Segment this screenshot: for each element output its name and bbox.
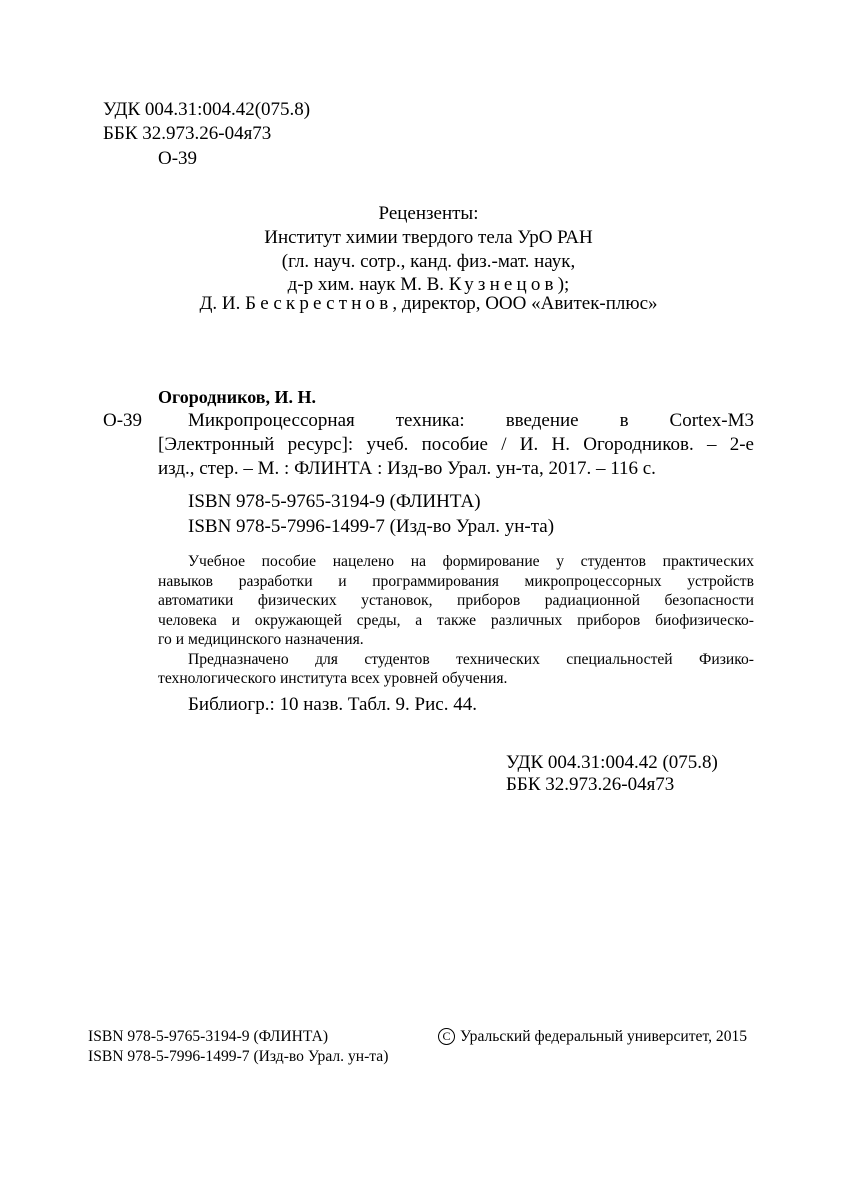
reviewer-line-4-suffix: , директор, ООО «Авитек-плюс»	[392, 293, 658, 314]
citation-mark: О-39	[103, 410, 143, 431]
abstract-line-5: го и медицинского назначения.	[158, 631, 364, 648]
citation-line-2: [Электронный ресурс]: учеб. пособие / И. Н. Огородников. – 2-е	[158, 434, 754, 455]
copyright-line	[438, 1027, 747, 1047]
isbn-flinta: ISBN 978-5-9765-3194-9 (ФЛИНТА)	[188, 491, 481, 512]
footer-isbn-flinta: ISBN 978-5-9765-3194-9 (ФЛИНТА)	[88, 1028, 329, 1045]
udk-bottom: УДК 004.31:004.42 (075.8)	[506, 752, 718, 773]
bbk-header: ББК 32.973.26-04я73	[103, 123, 272, 144]
abstract-line-2: навыков разработки и программирования микропроцессорных устройств	[158, 572, 754, 590]
citation-line-1: Микропроцессорная техника: введение в Cortex-M3	[188, 410, 754, 431]
abstract	[158, 552, 754, 689]
abstract-line-4: человека и окружающей среды, а также различных приборов биофизическо-	[158, 611, 754, 629]
copyright-text: Уральский федеральный университет, 2015	[460, 1028, 748, 1045]
reviewer-line-3-suffix: );	[557, 274, 570, 295]
purpose-line-2: технологического института всех уровней обучения.	[158, 670, 508, 687]
reviewers-title: Рецензенты:	[378, 203, 479, 224]
author-mark-header: О-39	[158, 148, 198, 169]
reviewer-name-kuznetsov: Кузнецов	[448, 274, 558, 295]
reviewer-line-4-prefix: Д. И.	[199, 293, 246, 314]
isbn-urfu: ISBN 978-5-7996-1499-7 (Изд-во Урал. ун-та)	[188, 516, 555, 537]
udk-header: УДК 004.31:004.42(075.8)	[103, 99, 311, 120]
reviewer-line-3-prefix: д-р хим. наук М. В.	[287, 274, 449, 295]
bibliography-note: Библиогр.: 10 назв. Табл. 9. Рис. 44.	[188, 694, 477, 715]
reviewer-name-beskrestnov: Бескрестнов	[245, 293, 393, 314]
citation-line-3: изд., стер. – М. : ФЛИНТА : Изд-во Урал. ун-та, 2017. – 116 с.	[158, 458, 656, 479]
copyright-icon: C	[438, 1028, 455, 1045]
abstract-line-1: Учебное пособие нацелено на формирование у студентов практических	[188, 553, 754, 570]
reviewer-line-2: (гл. науч. сотр., канд. физ.-мат. наук,	[281, 251, 576, 272]
bbk-bottom: ББК 32.973.26-04я73	[506, 774, 675, 795]
reviewer-line-4	[0, 292, 857, 316]
footer-isbn-urfu: ISBN 978-5-7996-1499-7 (Изд-во Урал. ун-та)	[88, 1048, 389, 1065]
abstract-line-3: автоматики физических установок, приборов радиационной безопасности	[158, 592, 754, 609]
purpose-line-1: Предназначено для студентов технических специальностей Физико-	[188, 650, 754, 668]
reviewer-institute: Институт химии твердого тела УрО РАН	[264, 227, 593, 248]
author-heading: Огородников, И. Н.	[158, 387, 316, 407]
